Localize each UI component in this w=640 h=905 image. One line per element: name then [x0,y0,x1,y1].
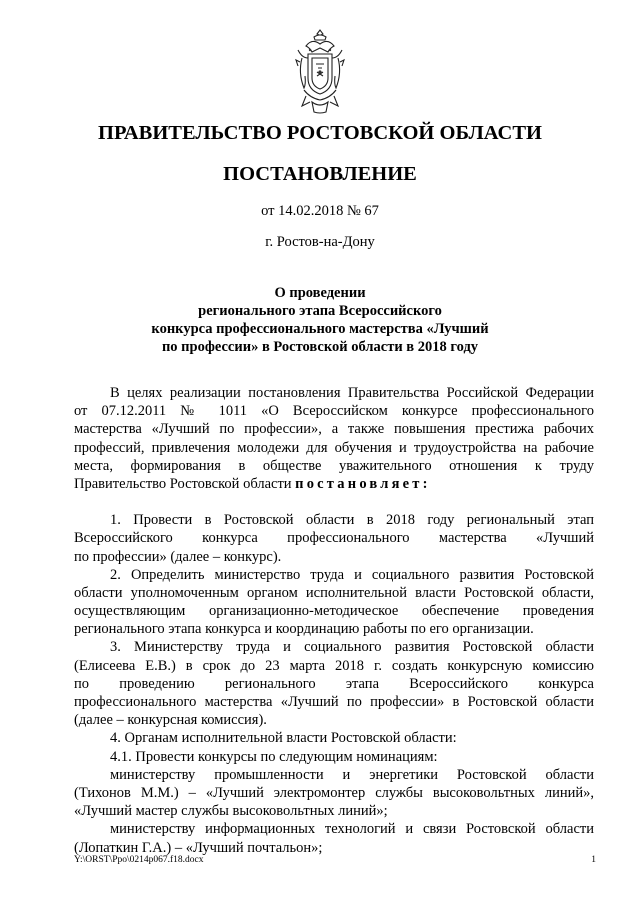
ministry-1-line: «Лучший мастер службы высоковольтных линий»; [74,803,388,820]
document-city: г. Ростов-на-Дону [265,234,375,250]
preamble-text: Правительство Ростовской области [74,475,292,492]
ministry-2-line: министерству информационных технологий и связи Ростовской области [110,821,594,838]
item-3-line: профессионального мастерства «Лучший по профессии» в Ростовской области [74,694,594,710]
ministry-1-line: (Тихонов М.М.) – «Лучший электромонтер службы высоковольтных линий», [74,784,594,801]
title-line: регионального этапа Всероссийского [198,303,442,319]
item-2-line: области уполномоченным органом исполнительной власти Ростовской области, [74,584,594,601]
coat-of-arms-emblem [290,28,350,118]
item-3-line: 3. Министерству труда и социального развития Ростовской области [110,639,594,656]
item-3-line: (Елисеева Е.В.) в срок до 23 марта 2018 г. создать конкурсную комиссию [74,657,594,674]
page-number: 1 [591,855,596,865]
file-path: Y:\ORST\Ppo\0214p067.f18.docx [74,855,204,865]
item-1-line: по профессии» (далее – конкурс). [74,548,282,565]
title-line: конкурса профессионального мастерства «Лучший [151,321,489,337]
preamble-line: В целях реализации постановления Правительства Российской Федерации [110,385,594,401]
item-3-line: (далее – конкурсная комиссия). [74,712,267,729]
ministry-2-line: (Лопаткин Г.А.) – «Лучший почтальон»; [74,839,323,856]
item-4-1-line: 4.1. Провести конкурсы по следующим номинациям: [110,748,438,765]
title-line: О проведении [274,285,366,301]
preamble-line [74,475,594,493]
preamble-line: от 07.12.2011 № 1011 «О Всероссийском конкурсе профессионального [74,403,594,420]
organization-name: ПРАВИТЕЛЬСТВО РОСТОВСКОЙ ОБЛАСТИ [98,122,542,144]
ministry-1-line: министерству промышленности и энергетики Ростовской области [110,766,594,783]
document-title [0,284,640,356]
item-1-line: 1. Провести в Ростовской области в 2018 году региональный этап [110,512,594,529]
preamble-line: места, формирования в обществе уважительного отношения к труду [74,457,594,474]
document-date-number: от 14.02.2018 № 67 [261,203,379,219]
item-2-line: 2. Определить министерство труда и социального развития Ростовской [110,566,594,583]
title-line: по профессии» в Ростовской области в 2018 году [161,339,479,355]
preamble-line: мастерства «Лучший по профессии», а также повышения престижа рабочих [74,421,594,438]
preamble-line: профессий, привлечения молодежи для обучения и трудоустройства на рабочие [74,439,594,456]
item-2-line: регионального этапа конкурса и координацию работы по его организации. [74,621,534,638]
resolves-keyword: постановляет: [295,475,431,492]
item-3-line: по проведению регионального этапа Всероссийского конкурса [74,675,594,692]
item-1-line: Всероссийского конкурса профессионального мастерства «Лучший [74,530,594,547]
item-2-line: осуществляющим организационно-методическое обеспечение проведения [74,603,594,620]
item-4-line: 4. Органам исполнительной власти Ростовской области: [110,730,457,747]
document-body [74,384,594,857]
document-type: ПОСТАНОВЛЕНИЕ [223,163,417,185]
